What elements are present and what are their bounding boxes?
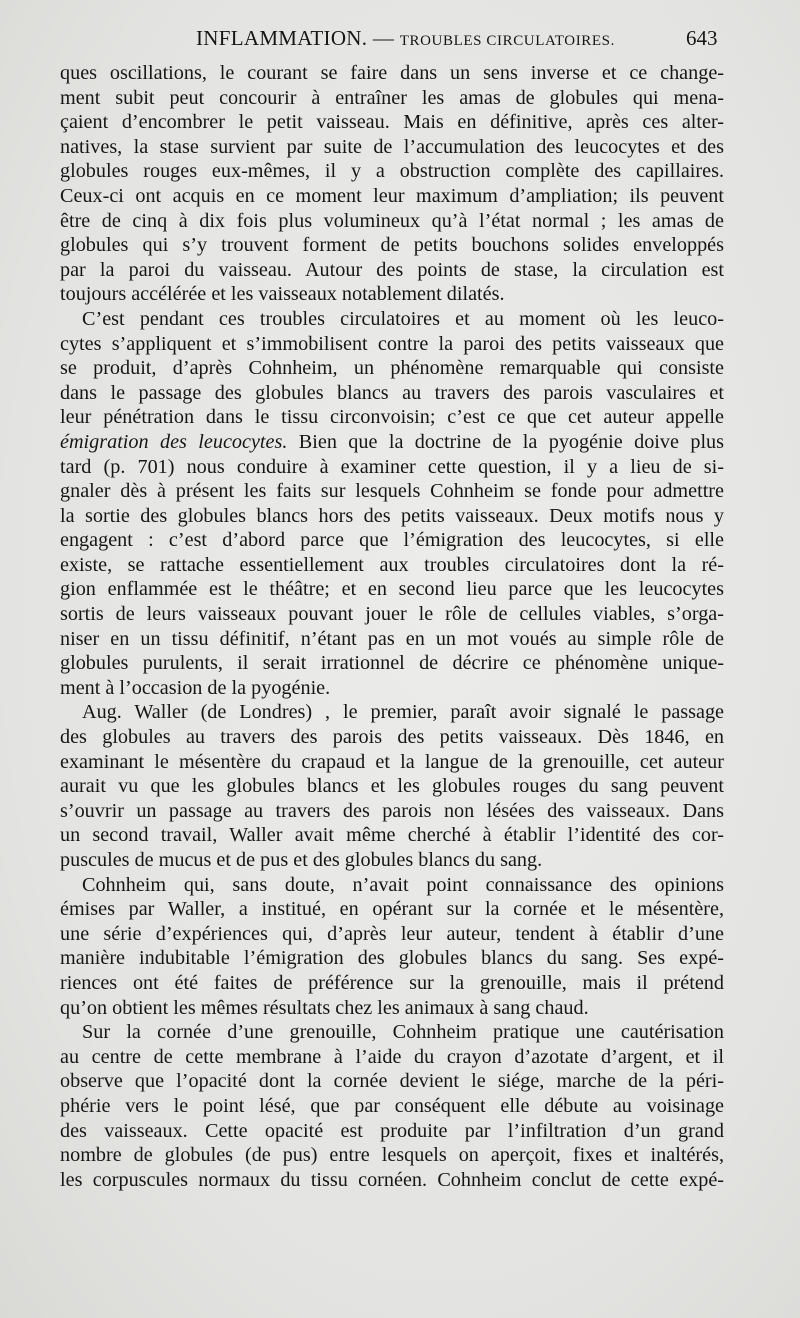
- italic-term: émigration des leucocytes.: [60, 430, 288, 453]
- text-line: globules purulents, il serait irrationnel de décrire ce phénomène unique-: [60, 652, 724, 675]
- text-line: existe, se rattache essentiellement aux troubles circulatoires dont la ré-: [60, 553, 724, 576]
- text-line: émises par Waller, a institué, en opérant sur la cornée et le mésentère,: [60, 898, 724, 921]
- text-line: une série d’expériences qui, d’après leur auteur, tendent à établir d’une: [60, 922, 724, 945]
- text-line: leur pénétration dans le tissu circonvoisin; c’est ce que cet auteur appelle: [60, 406, 724, 429]
- text-line: être de cinq à dix fois plus volumineux qu’à l’état normal ; les amas de: [60, 209, 724, 232]
- text-line: des vaisseaux. Cette opacité est produite par l’infiltration d’un grand: [60, 1119, 724, 1142]
- text-line: ques oscillations, le courant se faire dans un sens inverse et ce change-: [60, 62, 724, 84]
- text-line: nombre de globules (de pus) entre lesquels on aperçoit, fixes et inaltérés,: [60, 1144, 724, 1167]
- text-line: par la paroi du vaisseau. Autour des points de stase, la circulation est: [60, 258, 724, 281]
- text-line: au centre de cette membrane à l’aide du crayon d’azotate d’argent, et il: [60, 1045, 724, 1068]
- text-line: aurait vu que les globules blancs et les globules rouges du sang peuvent: [60, 775, 724, 798]
- running-header: [0, 24, 800, 58]
- running-title-main: INFLAMMATION.: [196, 26, 368, 50]
- text-line: s’ouvrir un passage au travers des parois non lésées des vaisseaux. Dans: [60, 799, 724, 822]
- text-line: çaient d’encombrer le petit vaisseau. Mais en définitive, après ces alter-: [60, 111, 724, 134]
- text-line: qu’on obtient les mêmes résultats chez les animaux à sang chaud.: [60, 996, 589, 1019]
- text-line: riences ont été faites de préférence sur la grenouille, mais il prétend: [60, 971, 724, 994]
- text-line: ment à l’occasion de la pyogénie.: [60, 676, 331, 699]
- paragraph-start-line: C’est pendant ces troubles circulatoires et au moment où les leuco-: [82, 307, 724, 330]
- text-line: ment subit peut concourir à entraîner les amas de globules qui mena-: [60, 86, 724, 109]
- text-line: la sortie des globules blancs hors des petits vaisseaux. Deux motifs nous y: [60, 504, 724, 527]
- paragraph-start-line: Aug. Waller (de Londres) , le premier, paraît avoir signalé le passage: [82, 701, 724, 724]
- text-line: Ceux-ci ont acquis en ce moment leur maximum d’ampliation; ils peuvent: [60, 184, 724, 207]
- text-line: un second travail, Waller avait même cherché à établir l’identité des cor-: [60, 824, 724, 847]
- running-title-dash: —: [367, 26, 400, 50]
- text-line: globules rouges eux-mêmes, il y a obstruction complète des capillaires.: [60, 160, 724, 183]
- text-line: gnaler dès à présent les faits sur lesquels Cohnheim se fonde pour admettre: [60, 480, 724, 503]
- page-number: 643: [686, 26, 718, 50]
- paragraph-start-line: Sur la cornée d’une grenouille, Cohnheim pratique une cautérisation: [82, 1021, 724, 1044]
- text-line: les corpuscules normaux du tissu cornéen. Cohnheim conclut de cette expé-: [60, 1168, 724, 1191]
- text-line: puscules de mucus et de pus et des globules blancs du sang.: [60, 849, 543, 871]
- running-title-sub: TROUBLES CIRCULATOIRES.: [399, 33, 615, 49]
- running-title: [196, 26, 615, 51]
- text-line-with-italic: [60, 430, 724, 455]
- paragraph-start-line: Cohnheim qui, sans doute, n’avait point connaissance des opinions: [82, 873, 724, 896]
- text-line: cytes s’appliquent et s’immobilisent contre la paroi des petits vaisseaux que: [60, 332, 724, 355]
- text-line: sortis de leurs vaisseaux pouvant jouer le rôle de cellules viables, s’orga-: [60, 603, 724, 626]
- text-line: engagent : c’est d’abord parce que l’émigration des leucocytes, si elle: [60, 529, 724, 552]
- text-line: observe que l’opacité dont la cornée devient le siége, marche de la péri-: [60, 1070, 724, 1093]
- text-line: globules qui s’y trouvent forment de petits bouchons solides enveloppés: [60, 234, 724, 257]
- text-line-rest: Bien que la doctrine de la pyogénie doive plus: [287, 430, 725, 453]
- text-line: tard (p. 701) nous conduire à examiner cette question, il y a lieu de si-: [60, 455, 724, 478]
- text-line: natives, la stase survient par suite de l’accumulation des leucocytes et des: [60, 135, 724, 158]
- text-line: toujours accélérée et les vaisseaux notablement dilatés.: [60, 283, 505, 306]
- text-line: des globules au travers des parois des petits vaisseaux. Dès 1846, en: [60, 726, 724, 749]
- text-line: phérie vers le point lésé, que par conséquent elle débute au voisinage: [60, 1094, 724, 1117]
- text-line: manière indubitable l’émigration des globules blancs du sang. Ses expé-: [60, 947, 724, 970]
- body-text: [60, 61, 724, 1192]
- text-line: gion enflammée est le théâtre; et en second lieu parce que les leucocytes: [60, 578, 724, 601]
- text-line: examinant le mésentère du crapaud et la langue de la grenouille, cet auteur: [60, 750, 724, 773]
- text-line: se produit, d’après Cohnheim, un phénomène remarquable qui consiste: [60, 357, 724, 380]
- text-line: dans le passage des globules blancs au travers des parois vasculaires et: [60, 381, 724, 404]
- text-line: niser en un tissu définitif, n’étant pas en un mot voués au simple rôle de: [60, 627, 724, 650]
